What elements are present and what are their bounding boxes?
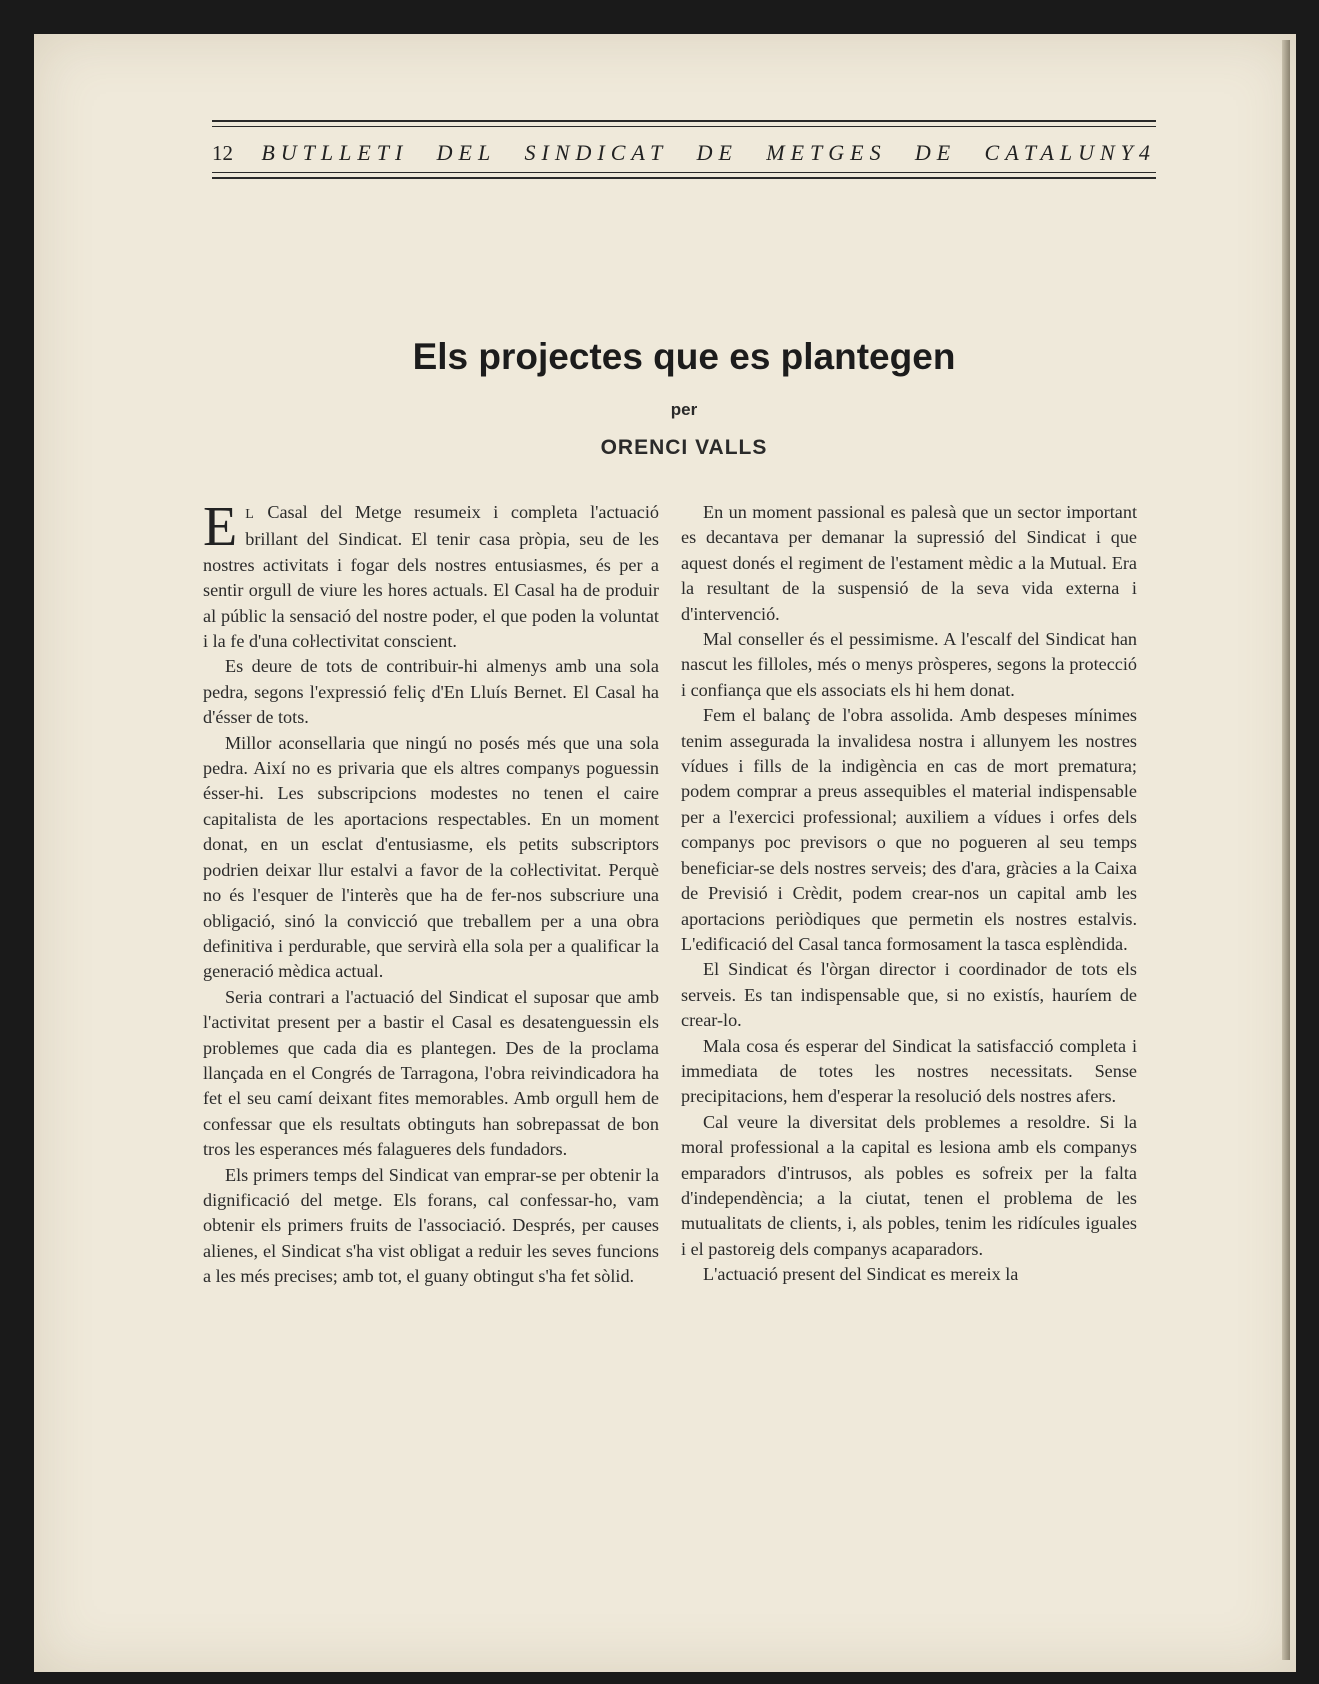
header-word: DE	[914, 140, 957, 165]
page-number: 12	[212, 140, 233, 165]
header-word: METGES	[766, 140, 887, 165]
paragraph-text: Casal del Metge resumeix i completa l'actuació brillant del Sindicat. El tenir casa pròpia, seu de les nostres activitats i fogar dels nostres entusiasmes, és per a sentir orgull de viure les hores actuals. El Casal ha de produir al públic la sensació del nostre poder, el que poden la voluntat i la fe d'una coŀlectivitat conscient.	[203, 502, 659, 652]
paragraph: Es deure de tots de contribuir-hi almenys amb una sola pedra, segons l'expressió feliç d'En Lluís Bernet. El Casal ha d'ésser de tots.	[203, 656, 659, 728]
header-rule-bottom	[212, 177, 1156, 179]
paragraph: Mala cosa és esperar del Sindicat la satisfacció completa i immediata de totes les nostres necessitats. Sense precipitacions, hem d'esperar la resolució dels nostres afers.	[681, 1035, 1137, 1107]
header-word: DEL	[436, 140, 497, 165]
header-word: SINDICAT	[524, 140, 669, 165]
header-word: CATALUNY4	[984, 140, 1156, 165]
article-byline: per	[670, 400, 698, 419]
paragraph: El Sindicat és l'òrgan director i coordinador de tots els serveis. Es tan indispensable que, si no existís, hauríem de crear-lo.	[681, 959, 1137, 1031]
first-word-rest: L	[245, 507, 255, 522]
paragraph: Cal veure la diversitat dels problemes a resoldre. Si la moral professional a la capital es lesiona amb els companys emparadors d'intrusos, als pobles es sofreix per la falta d'independència; a la ciutat, tenen el problema de les mutualitats de clients, i, als pobles, tenim les ridícules iguales i el pastoreig dels companys acaparadors.	[681, 1111, 1137, 1259]
paragraph: Els primers temps del Sindicat van emprar-se per obtenir la dignificació del metge. Els forans, cal confessar-ho, vam obtenir els primers fruits de l'associació. Després, per causes alienes, el Sindicat s'ha vist obligat a reduir les seves funcions a les més precises; amb tot, el guany obtingut s'ha fet sòlid.	[203, 1164, 659, 1287]
drop-cap: E	[203, 496, 238, 558]
header-text	[212, 140, 1156, 166]
article-author: ORENCI VALLS	[600, 436, 768, 459]
column-left	[203, 496, 659, 1290]
running-header	[212, 120, 1156, 180]
column-right	[681, 500, 1137, 1288]
paragraph: L'actuació present del Sindicat es mereix la	[703, 1264, 1019, 1285]
header-word: BUTLLETI	[261, 140, 409, 165]
article-title: Els projectes que es plantegen	[412, 336, 956, 377]
paragraph: Mal conseller és el pessimisme. A l'escalf del Sindicat han nascut les filloles, més o menys pròsperes, segons la protecció i confiança que els associats els hi hem donat.	[681, 629, 1137, 700]
paragraph: En un moment passional es palesà que un sector important es decantava per demanar la supressió del Sindicat i que aquest donés el regiment de l'estament mèdic a la Mutual. Era la resultant de la suspensió de la seva vida externa i d'intervenció.	[681, 502, 1137, 624]
header-rule-top	[212, 120, 1156, 122]
header-rule-top-thin	[212, 126, 1156, 127]
header-rule-bottom-thin	[212, 172, 1156, 173]
header-word: DE	[696, 140, 738, 165]
paragraph	[203, 496, 659, 654]
paragraph: Fem el balanç de l'obra assolida. Amb despeses mínimes tenim assegurada la invalidesa nostra i allunyem les nostres vídues i fills de la indigència en cas de mort prematura; podem comprar a preus assequibles el material indispensable per a l'exercici professional; auxiliem a vídues i orfes dels companys poc previsors o que no pogueren al seu temps beneficiar-se dels nostres serveis; des d'ara, gràcies a la Caixa de Previsió i Crèdit, podem crear-nos un capital amb les aportacions periòdiques que permetin els nostres estalvis. L'edificació del Casal tanca formosament la tasca esplèndida.	[681, 705, 1137, 954]
paragraph: Millor aconsellaria que ningú no posés més que una sola pedra. Així no es privaria que els altres companys poguessin ésser-hi. Les subscripcions modestes no tenen el caire capitalista de les aportacions respectables. En un moment donat, en un esclat d'entusiasme, els petits subscriptors podrien deixar llur estalvi a favor de la coŀlectivitat. Perquè no és l'esquer de l'interès que ha de fer-nos subscriure una obligació, sinó la convicció que treballem per a una obra definitiva i perdurable, que servirà ella sola per a qualificar la generació mèdica actual.	[203, 732, 659, 982]
paragraph: Seria contrari a l'actuació del Sindicat el suposar que amb l'activitat present per a bastir el Casal es desatenguessin els problemes que cada dia es plantegen. Des de la proclama llançada en el Congrés de Tarragona, l'obra reivindicadora ha fet el seu camí deixant fites memorables. Amb orgull hem de confessar que els resultats obtinguts han sobrepassat de bon tros les esperances més falagueres dels fundadors.	[203, 986, 659, 1160]
binding-gutter	[1282, 40, 1290, 1660]
